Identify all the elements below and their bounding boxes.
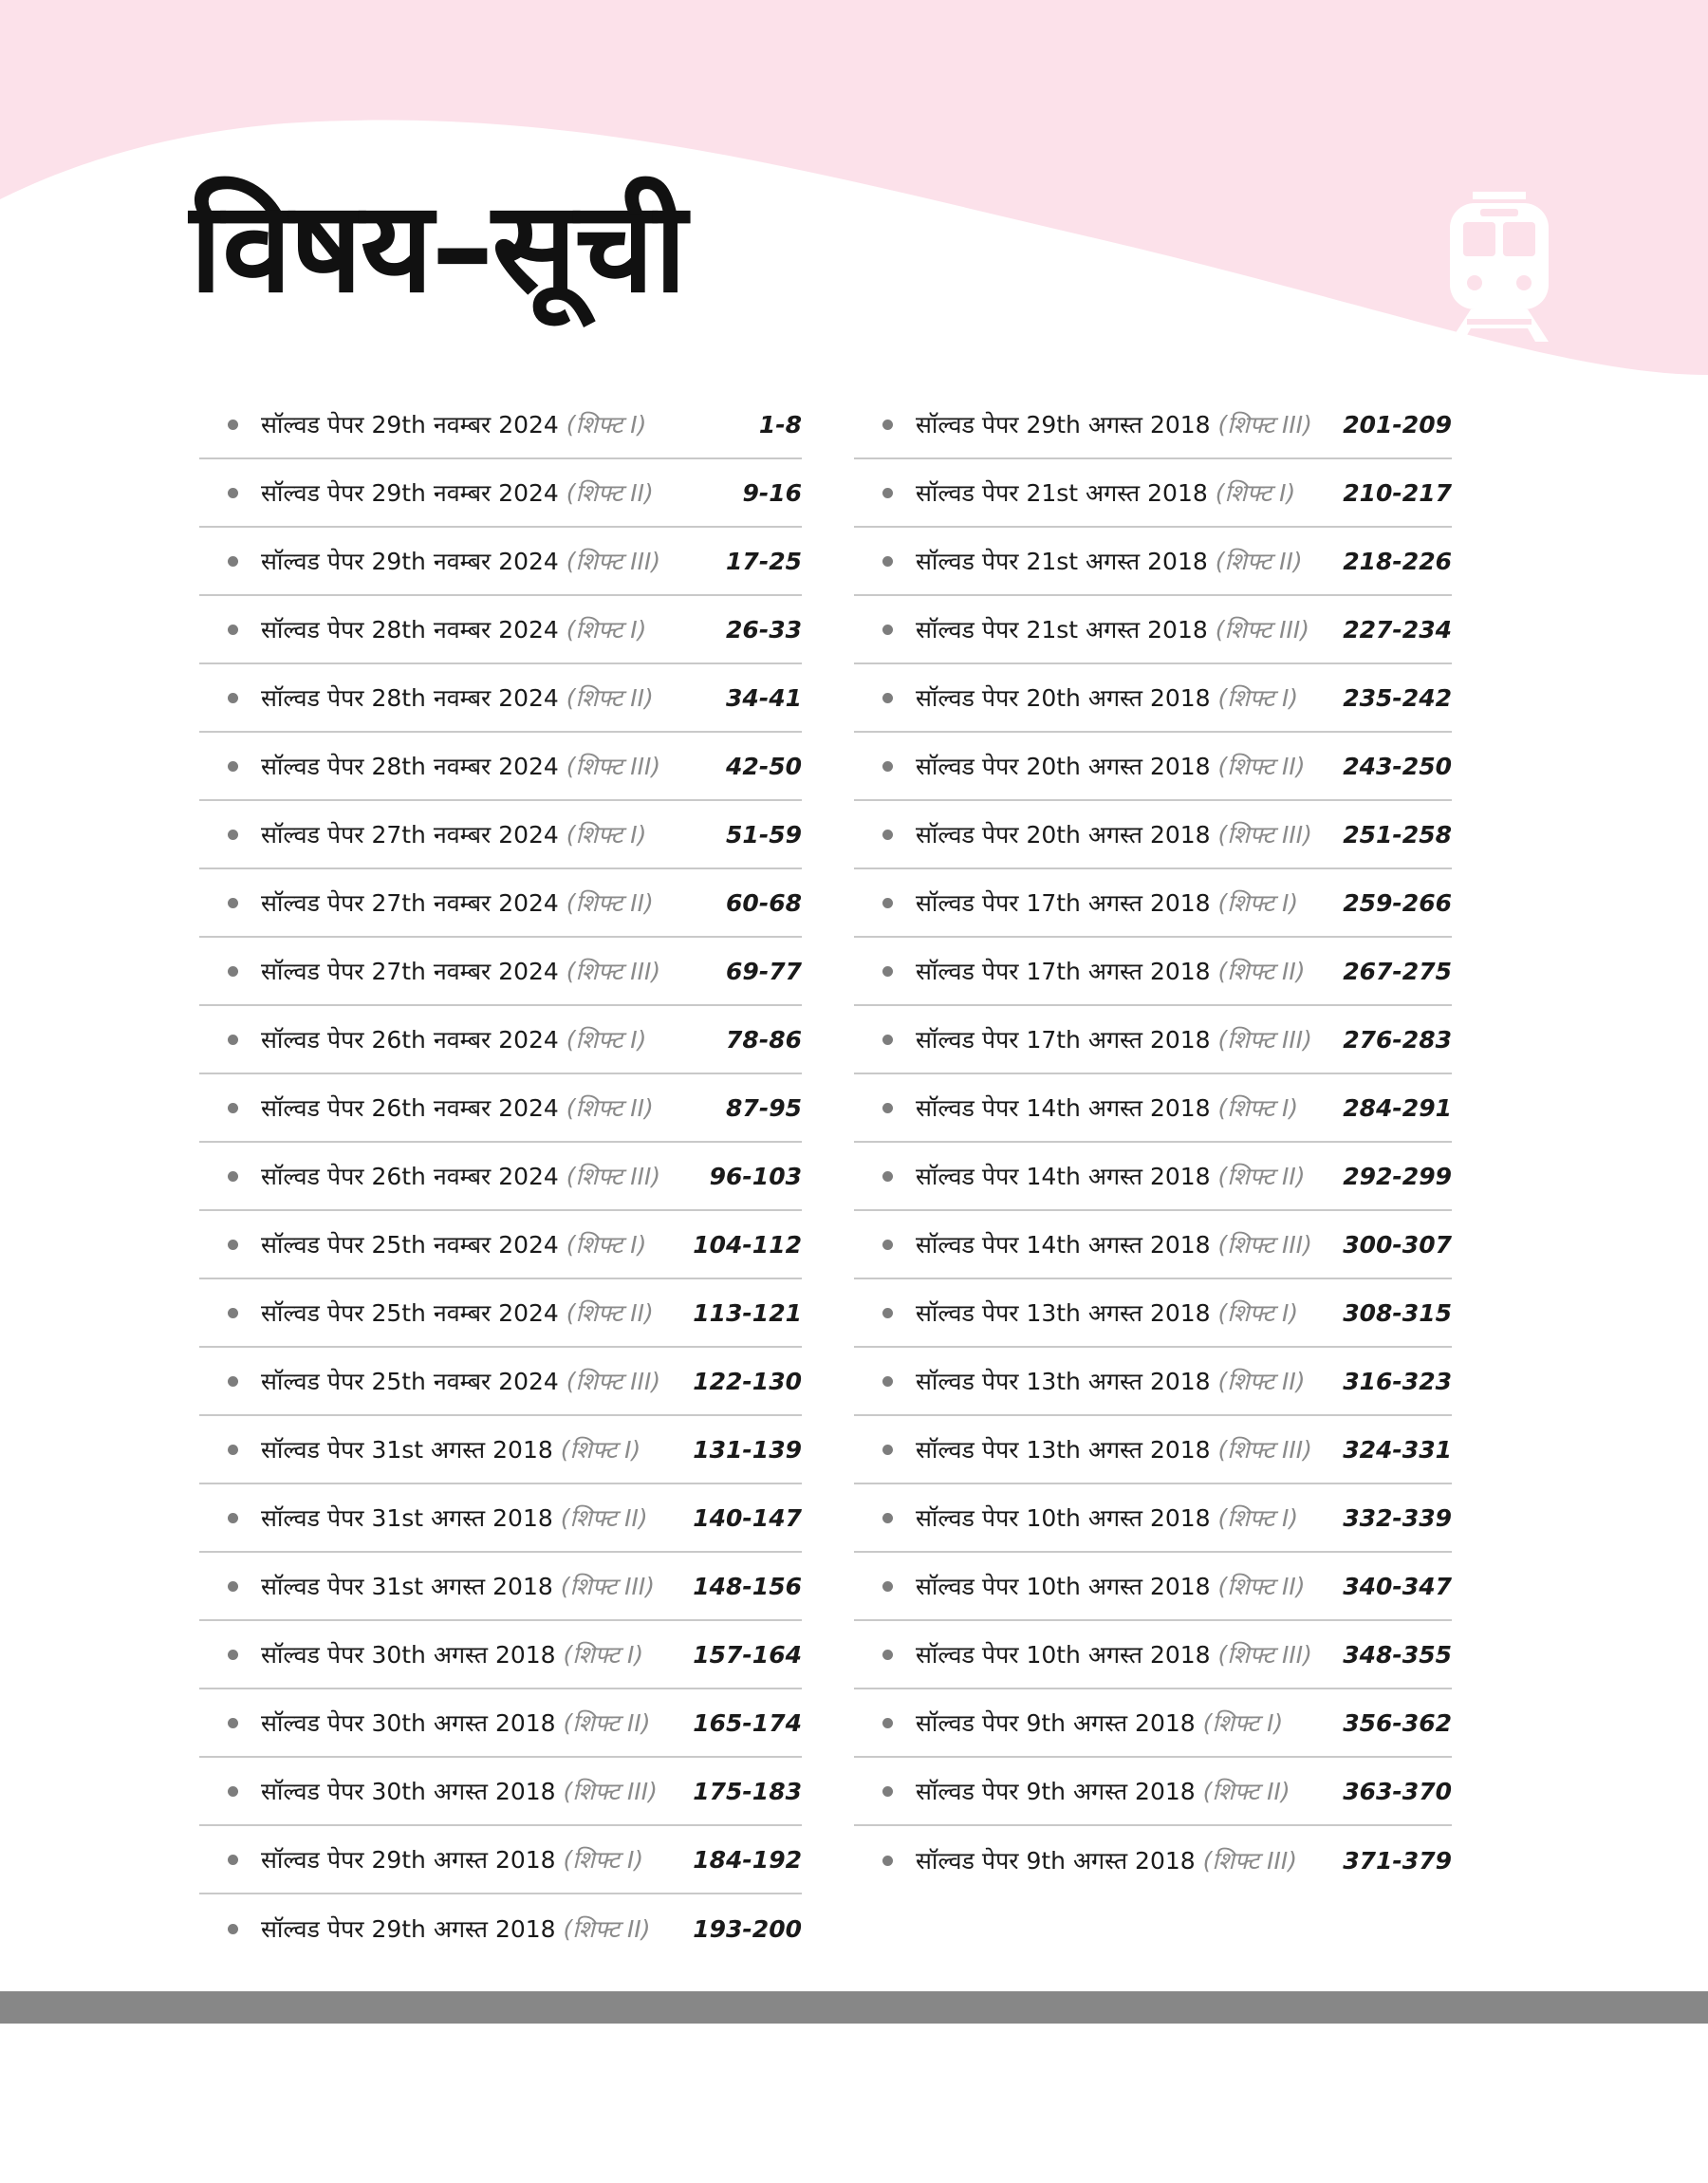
toc-entry bbox=[199, 596, 802, 664]
bullet-icon bbox=[882, 966, 893, 977]
bullet-icon bbox=[228, 420, 238, 430]
bullet-icon bbox=[228, 1718, 238, 1728]
toc-entry-title bbox=[261, 1638, 693, 1670]
toc-entry-text: सॉल्वड पेपर 29th अगस्त 2018 bbox=[261, 1846, 564, 1874]
bullet-icon bbox=[882, 1581, 893, 1592]
toc-entry bbox=[199, 1826, 802, 1894]
toc-entry-text: सॉल्वड पेपर 30th अगस्त 2018 bbox=[261, 1709, 564, 1737]
toc-entry-shift: (शिफ्ट I) bbox=[563, 1846, 644, 1874]
toc-entry-pages: 157-164 bbox=[693, 1640, 802, 1669]
toc-entry-text: सॉल्वड पेपर 10th अगस्त 2018 bbox=[916, 1504, 1218, 1532]
toc-entry bbox=[854, 1416, 1452, 1484]
toc-entry-text: सॉल्वड पेपर 29th नवम्बर 2024 bbox=[261, 548, 566, 575]
bullet-icon bbox=[882, 488, 893, 498]
toc-entry-text: सॉल्वड पेपर 20th अगस्त 2018 bbox=[916, 821, 1218, 849]
toc-entry bbox=[854, 869, 1452, 938]
toc-entry-pages: 17-25 bbox=[726, 547, 802, 575]
toc-entry-text: सॉल्वड पेपर 9th अगस्त 2018 bbox=[916, 1847, 1203, 1875]
toc-entry-title bbox=[261, 1775, 693, 1807]
toc-entry-shift: (शिफ्ट II) bbox=[566, 1094, 654, 1122]
bullet-icon bbox=[882, 1856, 893, 1866]
toc-entry-shift: (शिफ्ट II) bbox=[560, 1504, 648, 1532]
toc-entry-pages: 276-283 bbox=[1343, 1025, 1452, 1054]
toc-entry-title bbox=[916, 681, 1343, 714]
bullet-icon bbox=[882, 1035, 893, 1045]
toc-entry-shift: (शिफ्ट II) bbox=[566, 889, 654, 917]
toc-entry-shift: (शिफ्ट I) bbox=[566, 1231, 647, 1259]
toc-entry-shift: (शिफ्ट I) bbox=[566, 411, 647, 438]
toc-entry-text: सॉल्वड पेपर 29th अगस्त 2018 bbox=[916, 411, 1218, 438]
toc-entry-shift: (शिफ्ट I) bbox=[1217, 889, 1299, 917]
toc-entry bbox=[199, 1484, 802, 1553]
toc-entry-text: सॉल्वड पेपर 29th अगस्त 2018 bbox=[261, 1915, 564, 1943]
toc-entry bbox=[854, 1279, 1452, 1348]
toc-entry bbox=[199, 938, 802, 1006]
toc-entry-text: सॉल्वड पेपर 14th अगस्त 2018 bbox=[916, 1094, 1218, 1122]
toc-entry-title bbox=[916, 750, 1343, 782]
toc-entry-shift: (शिफ्ट I) bbox=[566, 821, 647, 849]
toc-entry-text: सॉल्वड पेपर 27th नवम्बर 2024 bbox=[261, 889, 566, 917]
bullet-icon bbox=[228, 830, 238, 840]
toc-entry-pages: 201-209 bbox=[1343, 410, 1452, 438]
toc-entry-title bbox=[261, 1843, 693, 1875]
toc-entry-text: सॉल्वड पेपर 21st अगस्त 2018 bbox=[916, 479, 1216, 507]
toc-entry-shift: (शिफ्ट III) bbox=[1217, 1436, 1312, 1464]
toc-entry-title bbox=[916, 1775, 1343, 1807]
toc-entry-text: सॉल्वड पेपर 17th अगस्त 2018 bbox=[916, 889, 1218, 917]
toc-entry-pages: 210-217 bbox=[1343, 478, 1452, 507]
toc-entry-title bbox=[916, 1570, 1343, 1602]
toc-entry-pages: 69-77 bbox=[726, 957, 802, 985]
bullet-icon bbox=[228, 693, 238, 703]
toc-entry bbox=[854, 1553, 1452, 1621]
bullet-icon bbox=[882, 761, 893, 772]
bullet-icon bbox=[228, 1308, 238, 1318]
toc-entry bbox=[199, 869, 802, 938]
toc-entry-shift: (शिफ्ट II) bbox=[563, 1709, 651, 1737]
bullet-icon bbox=[882, 1513, 893, 1523]
toc-entry-pages: 348-355 bbox=[1343, 1640, 1452, 1669]
toc-entry-title bbox=[261, 545, 726, 577]
bullet-icon bbox=[228, 488, 238, 498]
toc-entry bbox=[854, 1621, 1452, 1689]
toc-entry-pages: 78-86 bbox=[726, 1025, 802, 1054]
toc-entry-pages: 227-234 bbox=[1343, 615, 1452, 644]
toc-entry-shift: (शिफ्ट I) bbox=[566, 616, 647, 644]
toc-entry-shift: (शिफ्ट II) bbox=[1215, 548, 1303, 575]
toc-entry-text: सॉल्वड पेपर 31st अगस्त 2018 bbox=[261, 1436, 561, 1464]
toc-entry bbox=[199, 391, 802, 459]
toc-entry-shift: (शिफ्ट II) bbox=[566, 1299, 654, 1327]
toc-entry-title bbox=[916, 1433, 1343, 1465]
toc-entry-pages: 356-362 bbox=[1343, 1708, 1452, 1737]
bullet-icon bbox=[228, 1581, 238, 1592]
toc-entry-pages: 9-16 bbox=[742, 478, 802, 507]
toc-entry-title bbox=[916, 408, 1343, 440]
bullet-icon bbox=[882, 898, 893, 908]
toc-entry-text: सॉल्वड पेपर 26th नवम्बर 2024 bbox=[261, 1026, 566, 1054]
toc-entry-title bbox=[916, 1023, 1343, 1055]
toc-entry-shift: (शिफ्ट II) bbox=[1217, 753, 1306, 780]
toc-entry-text: सॉल्वड पेपर 21st अगस्त 2018 bbox=[916, 548, 1216, 575]
bullet-icon bbox=[228, 966, 238, 977]
toc-entry-title bbox=[916, 886, 1343, 919]
toc-entry-pages: 193-200 bbox=[693, 1914, 802, 1943]
toc-entry bbox=[199, 801, 802, 869]
toc-entry-text: सॉल्वड पेपर 28th नवम्बर 2024 bbox=[261, 684, 566, 712]
bullet-icon bbox=[882, 420, 893, 430]
toc-entry bbox=[854, 1211, 1452, 1279]
bullet-icon bbox=[228, 1240, 238, 1250]
toc-entry-pages: 42-50 bbox=[726, 752, 802, 780]
toc-entry-pages: 371-379 bbox=[1343, 1846, 1452, 1875]
toc-entry-pages: 96-103 bbox=[709, 1162, 802, 1190]
toc-entry bbox=[854, 391, 1452, 459]
toc-entry-title bbox=[261, 750, 726, 782]
toc-entry-pages: 324-331 bbox=[1343, 1435, 1452, 1464]
bullet-icon bbox=[228, 1786, 238, 1797]
toc-entry-shift: (शिफ्ट I) bbox=[1217, 1094, 1299, 1122]
toc-entry-shift: (शिफ्ट I) bbox=[1202, 1709, 1284, 1737]
toc-entry-text: सॉल्वड पेपर 25th नवम्बर 2024 bbox=[261, 1368, 566, 1395]
bullet-icon bbox=[228, 1445, 238, 1455]
toc-entry-text: सॉल्वड पेपर 17th अगस्त 2018 bbox=[916, 958, 1218, 985]
toc-entry-shift: (शिफ्ट II) bbox=[1202, 1778, 1290, 1805]
toc-entry bbox=[199, 1279, 802, 1348]
toc-entry-shift: (शिफ्ट II) bbox=[566, 479, 654, 507]
toc-entry-title bbox=[916, 1365, 1343, 1397]
toc-entry-shift: (शिफ्ट III) bbox=[1215, 616, 1310, 644]
bullet-icon bbox=[228, 625, 238, 635]
toc-entry-shift: (शिफ्ट III) bbox=[1217, 821, 1312, 849]
toc-entry bbox=[854, 733, 1452, 801]
toc-entry-title bbox=[261, 1365, 693, 1397]
toc-entry-shift: (शिफ्ट III) bbox=[1217, 411, 1312, 438]
toc-entry-title bbox=[261, 613, 726, 645]
toc-entry bbox=[199, 1348, 802, 1416]
toc-entry-pages: 1-8 bbox=[758, 410, 802, 438]
toc-entry-pages: 332-339 bbox=[1343, 1503, 1452, 1532]
toc-entry-text: सॉल्वड पेपर 20th अगस्त 2018 bbox=[916, 684, 1218, 712]
toc-entry-pages: 292-299 bbox=[1343, 1162, 1452, 1190]
toc-entry-pages: 184-192 bbox=[693, 1845, 802, 1874]
bullet-icon bbox=[882, 1308, 893, 1318]
toc-entry-title bbox=[916, 1638, 1343, 1670]
toc-entry-text: सॉल्वड पेपर 14th अगस्त 2018 bbox=[916, 1231, 1218, 1259]
toc-entry-pages: 300-307 bbox=[1343, 1230, 1452, 1259]
toc-entry bbox=[199, 733, 802, 801]
bullet-icon bbox=[228, 556, 238, 567]
toc-entry bbox=[854, 1143, 1452, 1211]
toc-entry-title bbox=[261, 1502, 693, 1534]
toc-entry-title bbox=[916, 1502, 1343, 1534]
toc-entry-title bbox=[261, 476, 742, 509]
page-title: विषय–सूची bbox=[190, 175, 685, 321]
toc-entry-title bbox=[261, 1023, 726, 1055]
toc-entry bbox=[199, 1416, 802, 1484]
toc-entry-title bbox=[916, 1092, 1343, 1124]
toc-entry bbox=[854, 1484, 1452, 1553]
toc-entry bbox=[854, 528, 1452, 596]
toc-entry-pages: 363-370 bbox=[1343, 1777, 1452, 1805]
toc-entry-shift: (शिफ्ट III) bbox=[566, 958, 661, 985]
toc-entry-title bbox=[261, 1707, 693, 1739]
toc-entry bbox=[854, 1074, 1452, 1143]
toc-entry-pages: 251-258 bbox=[1343, 820, 1452, 849]
toc-entry-title bbox=[916, 1844, 1343, 1876]
bullet-icon bbox=[228, 898, 238, 908]
toc-entry-text: सॉल्वड पेपर 30th अगस्त 2018 bbox=[261, 1641, 564, 1669]
toc-entry-shift: (शिफ्ट II) bbox=[563, 1915, 651, 1943]
toc-entry-shift: (शिफ्ट I) bbox=[566, 1026, 647, 1054]
bullet-icon bbox=[882, 1786, 893, 1797]
toc-entry-title bbox=[916, 1297, 1343, 1329]
toc-entry-text: सॉल्वड पेपर 21st अगस्त 2018 bbox=[916, 616, 1216, 644]
toc-entry-text: सॉल्वड पेपर 27th नवम्बर 2024 bbox=[261, 958, 566, 985]
toc-entry-shift: (शिफ्ट I) bbox=[563, 1641, 644, 1669]
toc-entry-text: सॉल्वड पेपर 26th नवम्बर 2024 bbox=[261, 1094, 566, 1122]
footer-bar bbox=[0, 1991, 1708, 2024]
toc-entry-shift: (शिफ्ट III) bbox=[1202, 1847, 1297, 1875]
toc-entry-shift: (शिफ्ट I) bbox=[1217, 1299, 1299, 1327]
toc-entry bbox=[854, 1348, 1452, 1416]
toc-entry-text: सॉल्वड पेपर 13th अगस्त 2018 bbox=[916, 1436, 1218, 1464]
toc-entry-title bbox=[916, 818, 1343, 850]
toc-entry-pages: 267-275 bbox=[1343, 957, 1452, 985]
toc-entry-text: सॉल्वड पेपर 20th अगस्त 2018 bbox=[916, 753, 1218, 780]
toc-entry-shift: (शिफ्ट II) bbox=[1217, 1573, 1306, 1600]
toc-entry-title bbox=[261, 1570, 693, 1602]
toc-entry bbox=[199, 1689, 802, 1758]
toc-entry-pages: 235-242 bbox=[1343, 683, 1452, 712]
toc-entry-pages: 51-59 bbox=[726, 820, 802, 849]
toc-entry-pages: 243-250 bbox=[1343, 752, 1452, 780]
toc-entry bbox=[199, 1006, 802, 1074]
toc-entry-text: सॉल्वड पेपर 25th नवम्बर 2024 bbox=[261, 1299, 566, 1327]
toc-entry-pages: 284-291 bbox=[1343, 1093, 1452, 1122]
toc-entry-shift: (शिफ्ट III) bbox=[563, 1778, 658, 1805]
toc-entry bbox=[199, 1758, 802, 1826]
toc-entry-pages: 316-323 bbox=[1343, 1367, 1452, 1395]
toc-entry-title bbox=[261, 1160, 710, 1192]
bullet-icon bbox=[882, 1103, 893, 1113]
toc-entry-pages: 148-156 bbox=[693, 1572, 802, 1600]
bullet-icon bbox=[882, 830, 893, 840]
toc-entry-title bbox=[261, 1092, 726, 1124]
toc-right-column bbox=[854, 391, 1452, 1894]
toc-entry-text: सॉल्वड पेपर 31st अगस्त 2018 bbox=[261, 1504, 561, 1532]
toc-entry-text: सॉल्वड पेपर 17th अगस्त 2018 bbox=[916, 1026, 1218, 1054]
bullet-icon bbox=[228, 1924, 238, 1934]
bullet-icon bbox=[228, 1650, 238, 1660]
toc-entry-text: सॉल्वड पेपर 29th नवम्बर 2024 bbox=[261, 411, 566, 438]
toc-entry bbox=[199, 1894, 802, 1963]
toc-entry-pages: 140-147 bbox=[693, 1503, 802, 1532]
bullet-icon bbox=[228, 1855, 238, 1865]
toc-entry-shift: (शिफ्ट II) bbox=[1217, 1163, 1306, 1190]
toc-entry-text: सॉल्वड पेपर 10th अगस्त 2018 bbox=[916, 1573, 1218, 1600]
toc-entry-text: सॉल्वड पेपर 27th नवम्बर 2024 bbox=[261, 821, 566, 849]
toc-entry-title bbox=[916, 1228, 1343, 1260]
toc-entry bbox=[854, 1826, 1452, 1894]
toc-entry-pages: 259-266 bbox=[1343, 888, 1452, 917]
toc-entry-shift: (शिफ्ट III) bbox=[1217, 1026, 1312, 1054]
toc-entry-shift: (शिफ्ट III) bbox=[566, 1163, 661, 1190]
bullet-icon bbox=[228, 1035, 238, 1045]
toc-entry bbox=[199, 459, 802, 528]
toc-entry bbox=[854, 1006, 1452, 1074]
toc-entry-shift: (शिफ्ट I) bbox=[1217, 684, 1299, 712]
bullet-icon bbox=[882, 693, 893, 703]
toc-entry-pages: 340-347 bbox=[1343, 1572, 1452, 1600]
toc-entry bbox=[854, 1758, 1452, 1826]
toc-entry-text: सॉल्वड पेपर 9th अगस्त 2018 bbox=[916, 1778, 1203, 1805]
toc-entry-shift: (शिफ्ट I) bbox=[1217, 1504, 1299, 1532]
toc-left-column bbox=[199, 391, 802, 1963]
toc-entry bbox=[854, 801, 1452, 869]
toc-entry-pages: 165-174 bbox=[693, 1708, 802, 1737]
toc-entry-title bbox=[261, 408, 759, 440]
toc-entry-title bbox=[261, 1433, 693, 1465]
toc-entry-title bbox=[261, 681, 726, 714]
toc-entry-title bbox=[261, 1912, 693, 1945]
toc-entry bbox=[854, 938, 1452, 1006]
toc-entry bbox=[199, 528, 802, 596]
toc-entry-pages: 60-68 bbox=[726, 888, 802, 917]
bullet-icon bbox=[228, 1376, 238, 1387]
toc-entry-pages: 87-95 bbox=[726, 1093, 802, 1122]
bullet-icon bbox=[882, 1718, 893, 1728]
bullet-icon bbox=[228, 1513, 238, 1523]
toc-entry-shift: (शिफ्ट III) bbox=[566, 753, 661, 780]
toc-entry-shift: (शिफ्ट II) bbox=[566, 684, 654, 712]
toc-entry-text: सॉल्वड पेपर 26th नवम्बर 2024 bbox=[261, 1163, 566, 1190]
toc-entry-pages: 34-41 bbox=[726, 683, 802, 712]
toc-entry-title bbox=[261, 818, 726, 850]
toc-entry-title bbox=[916, 545, 1343, 577]
toc-entry-shift: (शिफ्ट III) bbox=[1217, 1641, 1312, 1669]
toc-entry-title bbox=[261, 955, 726, 987]
toc-entry bbox=[854, 459, 1452, 528]
toc-entry-text: सॉल्वड पेपर 14th अगस्त 2018 bbox=[916, 1163, 1218, 1190]
bullet-icon bbox=[228, 1171, 238, 1182]
toc-entry-title bbox=[916, 955, 1343, 987]
toc-entry-pages: 104-112 bbox=[693, 1230, 802, 1259]
toc-entry-text: सॉल्वड पेपर 28th नवम्बर 2024 bbox=[261, 616, 566, 644]
toc-entry-text: सॉल्वड पेपर 30th अगस्त 2018 bbox=[261, 1778, 564, 1805]
bullet-icon bbox=[228, 1103, 238, 1113]
bullet-icon bbox=[882, 1445, 893, 1455]
bullet-icon bbox=[882, 1650, 893, 1660]
toc-entry-shift: (शिफ्ट II) bbox=[1217, 1368, 1306, 1395]
toc-entry bbox=[199, 664, 802, 733]
toc-entry-shift: (शिफ्ट I) bbox=[1215, 479, 1296, 507]
toc-entry-text: सॉल्वड पेपर 28th नवम्बर 2024 bbox=[261, 753, 566, 780]
toc-entry bbox=[199, 1621, 802, 1689]
bullet-icon bbox=[228, 761, 238, 772]
toc-entry-title bbox=[261, 1228, 693, 1260]
bullet-icon bbox=[882, 625, 893, 635]
toc-entry-pages: 131-139 bbox=[693, 1435, 802, 1464]
toc-entry-title bbox=[916, 613, 1343, 645]
toc-entry-shift: (शिफ्ट II) bbox=[1217, 958, 1306, 985]
toc-entry-text: सॉल्वड पेपर 9th अगस्त 2018 bbox=[916, 1709, 1203, 1737]
toc-entry-title bbox=[261, 1297, 693, 1329]
toc-entry bbox=[854, 596, 1452, 664]
bullet-icon bbox=[882, 1240, 893, 1250]
toc-entry-shift: (शिफ्ट III) bbox=[560, 1573, 656, 1600]
toc-entry-text: सॉल्वड पेपर 13th अगस्त 2018 bbox=[916, 1368, 1218, 1395]
toc-entry-pages: 113-121 bbox=[693, 1298, 802, 1327]
toc-entry bbox=[199, 1553, 802, 1621]
bullet-icon bbox=[882, 1376, 893, 1387]
toc-entry-pages: 175-183 bbox=[693, 1777, 802, 1805]
toc-entry-shift: (शिफ्ट III) bbox=[566, 1368, 661, 1395]
toc-entry bbox=[199, 1211, 802, 1279]
toc-entry-pages: 122-130 bbox=[693, 1367, 802, 1395]
toc-entry-text: सॉल्वड पेपर 25th नवम्बर 2024 bbox=[261, 1231, 566, 1259]
toc-entry-shift: (शिफ्ट I) bbox=[560, 1436, 641, 1464]
toc-entry-text: सॉल्वड पेपर 10th अगस्त 2018 bbox=[916, 1641, 1218, 1669]
bullet-icon bbox=[882, 1171, 893, 1182]
toc-entry-pages: 308-315 bbox=[1343, 1298, 1452, 1327]
toc-entry-title bbox=[916, 476, 1343, 509]
toc-entry bbox=[854, 664, 1452, 733]
toc-entry bbox=[199, 1143, 802, 1211]
toc-entry bbox=[199, 1074, 802, 1143]
toc-entry-shift: (शिफ्ट III) bbox=[1217, 1231, 1312, 1259]
toc-entry-pages: 218-226 bbox=[1343, 547, 1452, 575]
train-icon bbox=[1442, 190, 1556, 346]
toc-entry-text: सॉल्वड पेपर 29th नवम्बर 2024 bbox=[261, 479, 566, 507]
toc-entry-title bbox=[916, 1160, 1343, 1192]
toc-entry-pages: 26-33 bbox=[726, 615, 802, 644]
toc-entry-shift: (शिफ्ट III) bbox=[566, 548, 661, 575]
toc-entry-title bbox=[916, 1707, 1343, 1739]
toc-entry-text: सॉल्वड पेपर 13th अगस्त 2018 bbox=[916, 1299, 1218, 1327]
toc-entry-title bbox=[261, 886, 726, 919]
bullet-icon bbox=[882, 556, 893, 567]
toc-entry-text: सॉल्वड पेपर 31st अगस्त 2018 bbox=[261, 1573, 561, 1600]
toc-entry bbox=[854, 1689, 1452, 1758]
